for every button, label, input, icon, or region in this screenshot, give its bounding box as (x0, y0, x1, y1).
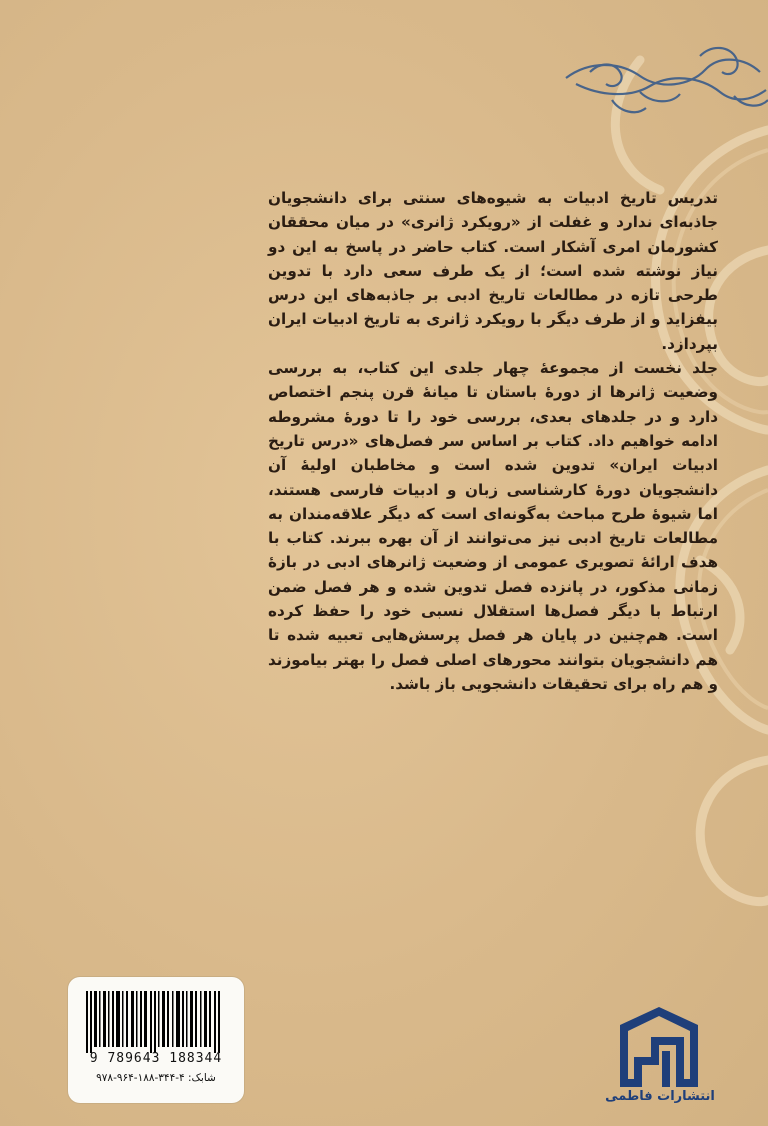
barcode-digits: 9 789643 188344 (89, 1051, 223, 1066)
barcode-bars-icon (86, 991, 224, 1053)
isbn-number: شابک: ۴-۳۴۴-۱۸۸-۹۶۴-۹۷۸ (96, 1072, 216, 1084)
publisher-name: انتشارات فاطمی (605, 1089, 715, 1104)
barcode-label (68, 977, 244, 1103)
blurb-paragraph-1: تدریس تاریخ ادبیات به شیوه‌های سنتی برای دانشجویان جاذبه‌ای ندارد و غفلت از «رویکرد ژانری» در میان محققان کشورمان امری آشکار است. کتاب حاضر در پاسخ به این دو نیاز نوشته شده است؛ از یک طرف سعی دارد با تدوین طرحی تازه در مطالعات تاریخ ادبی بر جاذبه‌های این درس بیفزاید و از طرف دیگر با رویکرد ژانری به تاریخ ادبیات ایران بپردازد. (268, 189, 718, 353)
blurb-paragraph-2: جلد نخست از مجموعهٔ چهار جلدی این کتاب، به بررسی وضعیت ژانرها از دورهٔ باستان تا میانهٔ قرن پنجم اختصاص دارد و در جلدهای بعدی، بررسی خود را تا دورهٔ مشروطه ادامه خواهیم داد. کتاب بر اساس سر فصل‌های «درس تاریخ ادبیات ایران» تدوین شده است و مخاطبان اولیهٔ آن دانشجویان دورهٔ کارشناسی زبان و ادبیات فارسی هستند، اما شیوهٔ طرح مباحث به‌گونه‌ای است که دیگر علاقه‌مندان به مطالعات تاریخ ادبی نیز می‌توانند از آن بهره ببرند. کتاب با هدف ارائهٔ تصویری عمومی از وضعیت ژانرهای ادبی در بازهٔ زمانی مذکور، در پانزده فصل تدوین شده و هر فصل ضمن ارتباط با دیگر فصل‌ها استقلال نسبی خود را حفظ کرده است. هم‌چنین در پایان هر فصل پرسش‌هایی تعبیه شده تا هم دانشجویان بتوانند محورهای اصلی فصل را بهتر بیاموزند و هم راه برای تحقیقات دانشجویی باز باشد. (268, 359, 718, 693)
blurb-text (268, 186, 718, 696)
fatemi-logo-icon (618, 1005, 700, 1089)
